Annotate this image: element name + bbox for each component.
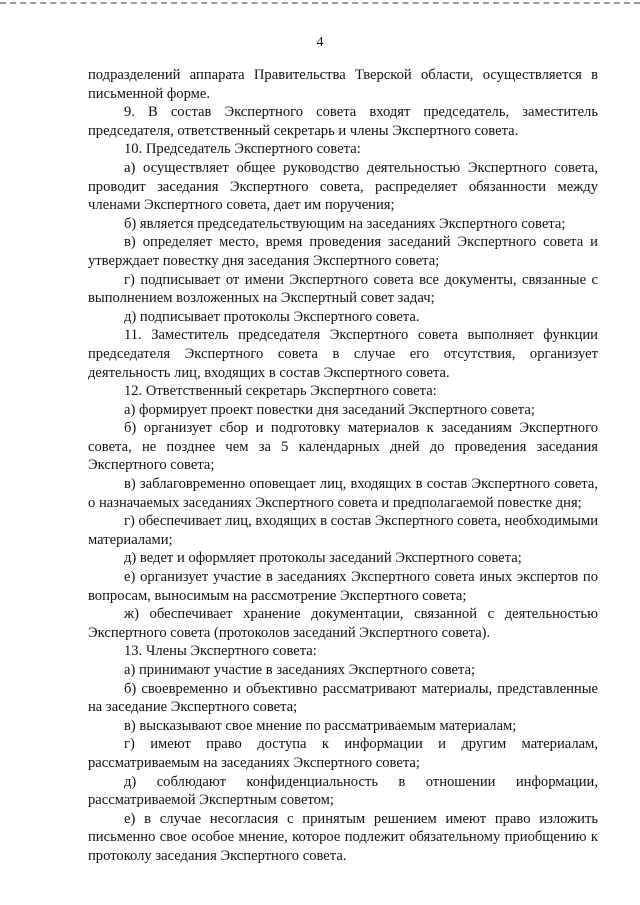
paragraph: е) в случае несогласия с принятым решением имеют право изложить письменно свое особое мнение, которое подлежит обязательному приобщению к протоколу заседания Экспертного совета.	[88, 810, 598, 864]
paragraph: г) обеспечивает лиц, входящих в состав Экспертного совета, необходимыми материалами;	[88, 513, 598, 548]
paragraph: в) определяет место, время проведения заседаний Экспертного совета и утверждает повестку дня заседания Экспертного совета;	[88, 234, 598, 269]
paragraph: в) заблаговременно оповещает лиц, входящих в состав Экспертного совета, о назначаемых заседаниях Экспертного совета и предполагаемой повестке дня;	[88, 476, 598, 511]
paragraph: 13. Члены Экспертного совета:	[124, 643, 317, 660]
paragraph: а) принимают участие в заседаниях Экспертного совета;	[124, 662, 476, 678]
page-number: 4	[316, 35, 324, 50]
scan-top-edge	[0, 2, 640, 4]
paragraph: д) ведет и оформляет протоколы заседаний Экспертного совета;	[124, 550, 522, 567]
paragraph: ж) обеспечивает хранение документации, связанной с деятельностью Экспертного совета (протоколов заседаний Экспертного совета).	[88, 606, 598, 641]
paragraph: в) высказывают свое мнение по рассматриваемым материалам;	[124, 717, 517, 734]
paragraph: б) организует сбор и подготовку материалов к заседаниям Экспертного совета, не позднее чем за 5 календарных дней до проведения заседания Экспертного совета;	[88, 420, 598, 474]
paragraph: б) своевременно и объективно рассматривают материалы, представленные на заседание Экспертного совета;	[88, 680, 598, 716]
paragraph: 10. Председатель Экспертного совета:	[124, 141, 361, 158]
paragraph: г) подписывает от имени Экспертного совета все документы, связанные с выполнением возложенных на Экспертный совет задач;	[88, 271, 598, 307]
paragraph: 11. Заместитель председателя Экспертного совета выполняет функции председателя Экспертного совета в случае его отсутствия, организует деятельность лиц, входящих в состав Экспертного совета.	[88, 327, 598, 381]
paragraph: подразделений аппарата Правительства Тверской области, осуществляется в письменной форме.	[88, 67, 598, 102]
paragraph: е) организует участие в заседаниях Экспертного совета иных экспертов по вопросам, выносимым на рассмотрение Экспертного совета;	[88, 569, 598, 604]
document-body	[88, 66, 598, 866]
paragraph: а) формирует проект повестки дня заседаний Экспертного совета;	[124, 401, 535, 418]
paragraph: 12. Ответственный секретарь Экспертного совета:	[124, 383, 437, 400]
paragraph: 9. В состав Экспертного совета входят председатель, заместитель председателя, ответственный секретарь и члены Экспертного совета.	[88, 104, 598, 139]
paragraph: а) осуществляет общее руководство деятельностью Экспертного совета, проводит заседания Экспертного совета, распределяет обязанности между членами Экспертного совета, дает им поручения;	[88, 159, 598, 214]
paragraph: г) имеют право доступа к информации и другим материалам, рассматриваемым на заседаниях Экспертного совета;	[88, 736, 598, 771]
paragraph: д) подписывает протоколы Экспертного совета.	[124, 308, 420, 325]
paragraph: д) соблюдают конфиденциальность в отношении информации, рассматриваемой Экспертным советом;	[88, 773, 598, 809]
paragraph: б) является председательствующим на заседаниях Экспертного совета;	[124, 215, 566, 232]
